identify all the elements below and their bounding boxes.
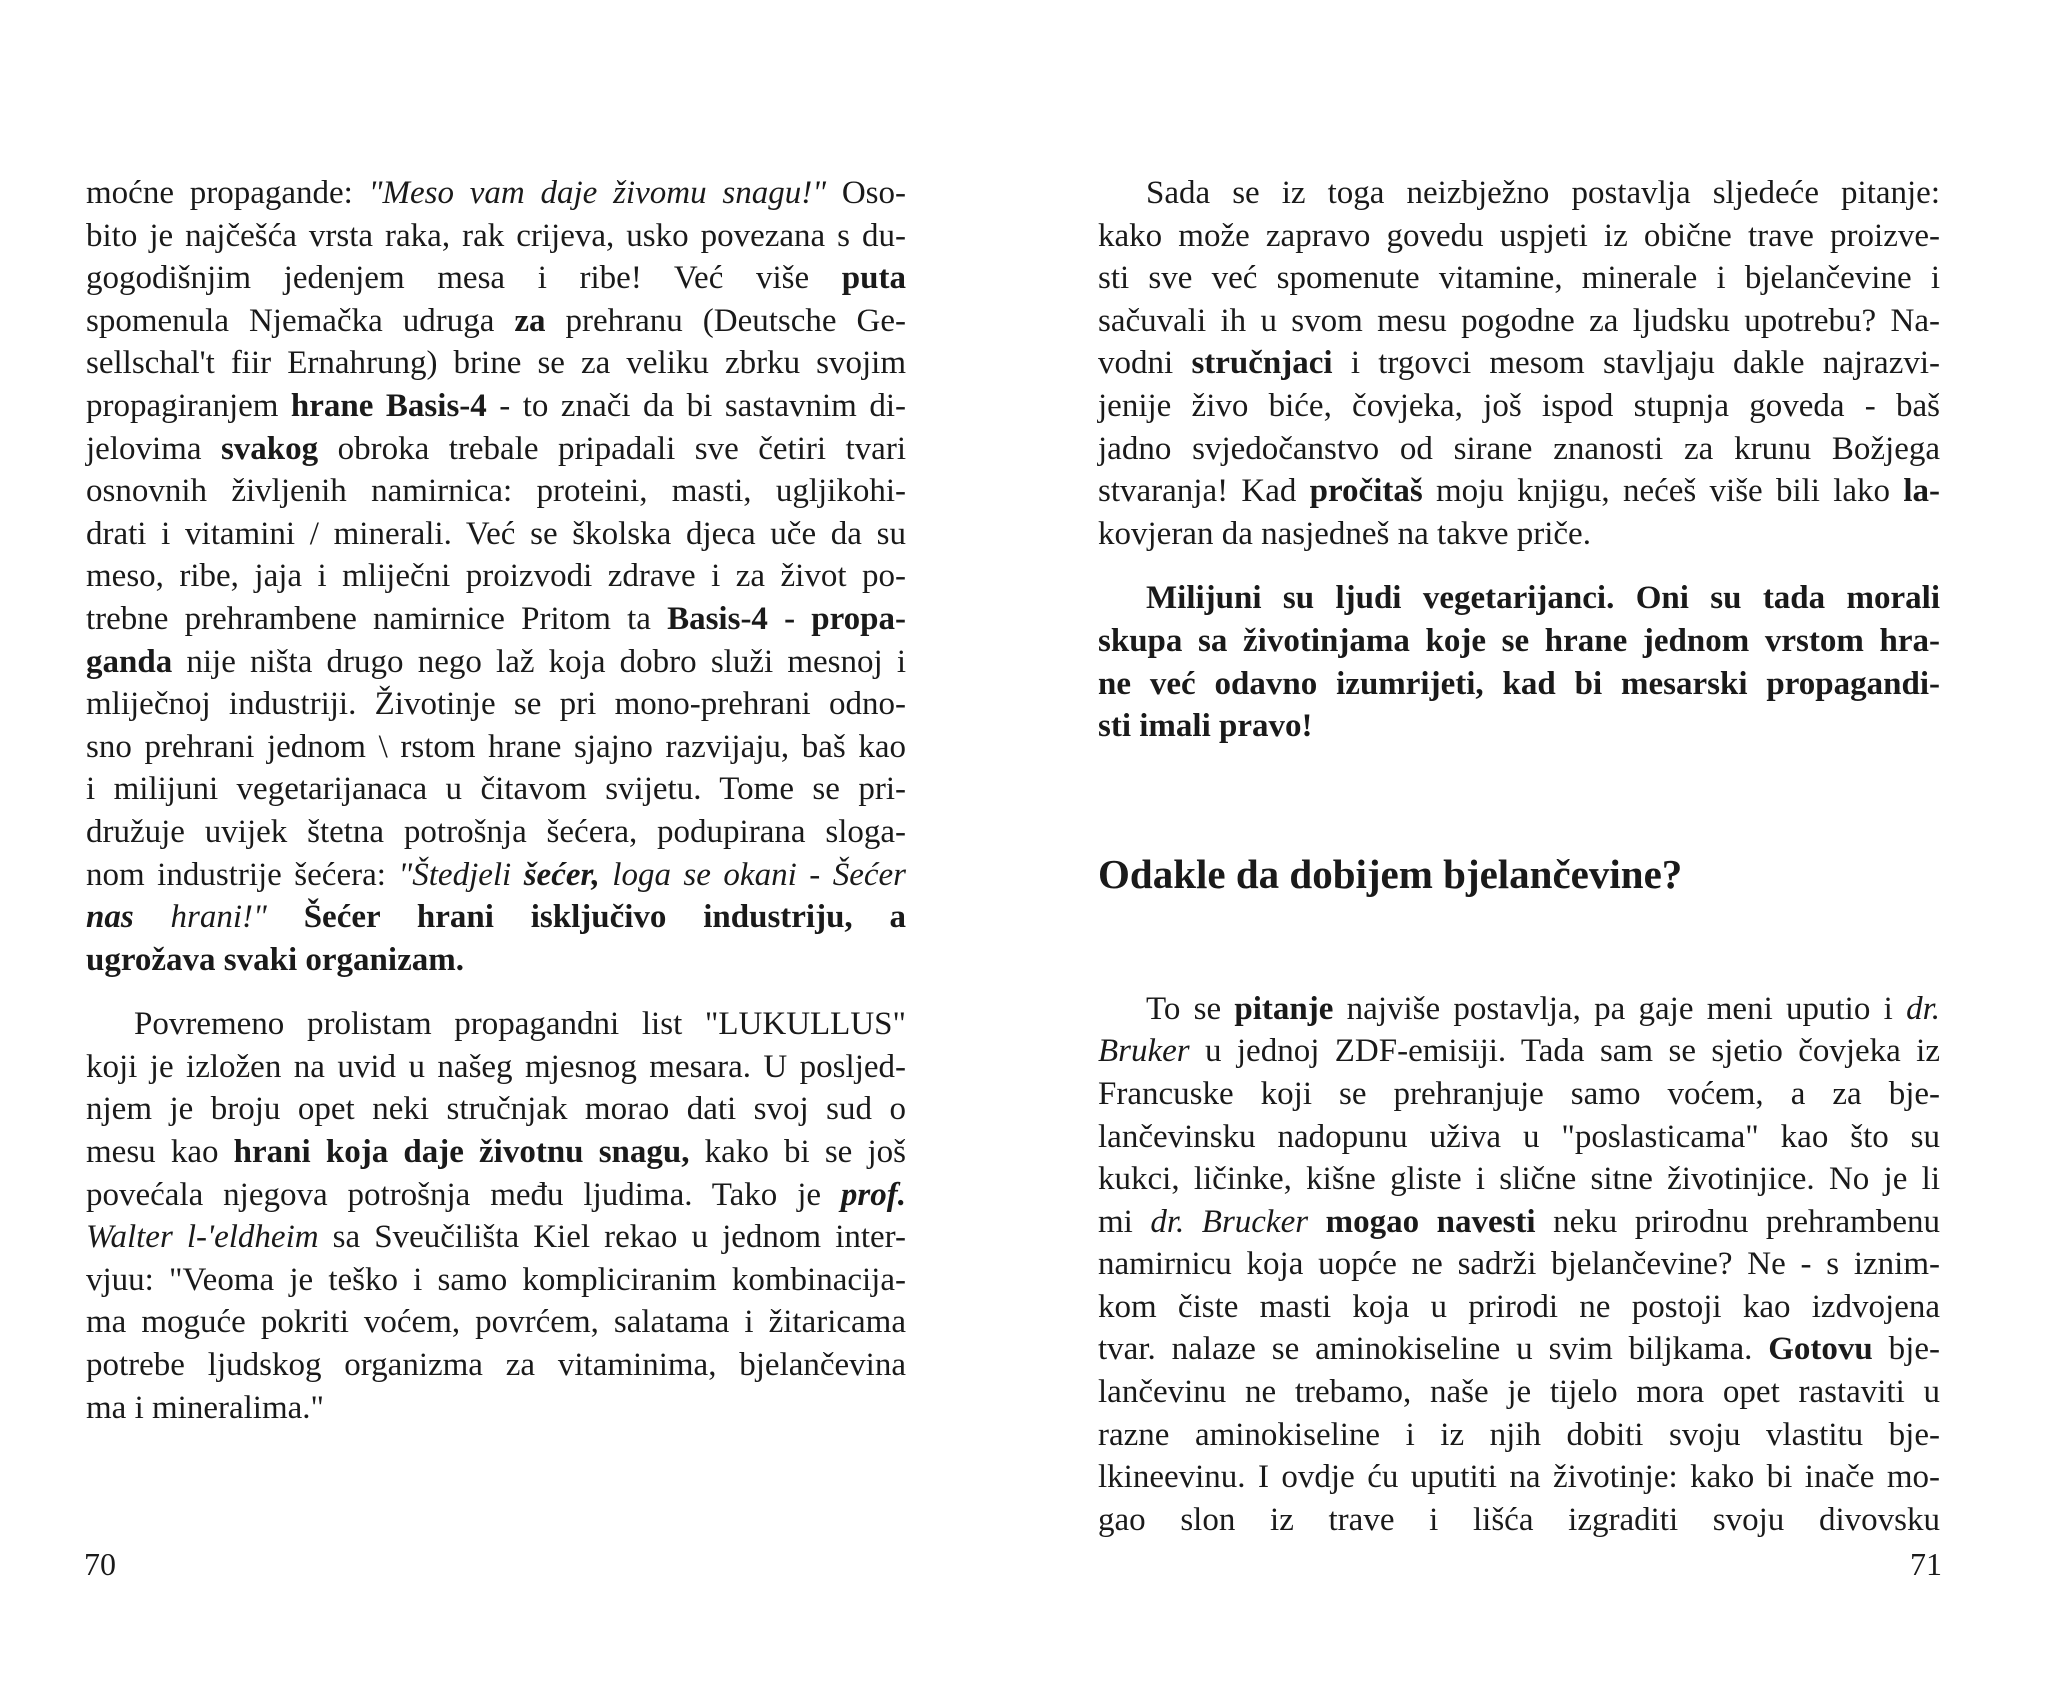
text-line: moćne propagande: "Meso vam daje živomu snagu!" Oso- <box>86 175 907 211</box>
text-line: mesu kao hrani koja daje životnu snagu, kako bi se još <box>86 1134 906 1171</box>
text-line: njem je broju opet neki stručnjak morao dati svoj sud o <box>86 1091 906 1128</box>
text-line: nas hrani!" Šećer hrani isključivo industriju, a <box>86 899 907 936</box>
text-line: kako može zapravo govedu uspjeti iz obične trave proizve- <box>1098 217 1940 254</box>
right-text-column <box>1098 172 1940 1541</box>
text-line: Walter l-'eldheim sa Sveučilišta Kiel rekao u jednom inter- <box>86 1219 906 1256</box>
page-number: 70 <box>84 1546 116 1582</box>
text-line: ma moguće pokriti voćem, povrćem, salatama i žitaricama <box>86 1304 906 1341</box>
text-line: jenije živo biće, čovjeka, još ispod stupnja goveda - baš <box>1098 387 1940 424</box>
text-line: ne već odavno izumrijeti, kad bi mesarski propagandi- <box>1098 665 1940 702</box>
text-line: sellschal't fiir Ernahrung) brine se za veliku zbrku svojim <box>86 345 906 382</box>
text-line: razne aminokiseline i iz njih dobiti svoju vlastitu bje- <box>1098 1416 1940 1453</box>
text-line: meso, ribe, jaja i mliječni proizvodi zdrave i za život po- <box>86 558 906 595</box>
right-paragraph-3 <box>1098 988 1940 1542</box>
text-line: stvaranja! Kad pročitaš moju knjigu, nećeš više bili lako la- <box>1098 473 1941 510</box>
text-line: ma i mineralima." <box>86 1389 324 1426</box>
text-line: Povremeno prolistam propagandni list "LUKULLUS" <box>134 1006 906 1043</box>
text-line: propagiranjem hrane Basis-4 - to znači da bi sastavnim di- <box>86 387 906 424</box>
text-line: Sada se iz toga neizbježno postavlja sljedeće pitanje: <box>1146 175 1940 211</box>
text-line: spomenula Njemačka udruga za prehranu (Deutsche Ge- <box>86 302 906 339</box>
text-line: vodni stručnjaci i trgovci mesom stavljaju dakle najrazvi- <box>1098 345 1941 382</box>
text-line: kovjeran da nasjedneš na takve priče. <box>1098 515 1591 552</box>
text-line: osnovnih življenih namirnica: proteini, masti, ugljikohi- <box>86 473 906 510</box>
text-line: trebne prehrambene namirnice Pritom ta Basis-4 - propa- <box>86 600 906 637</box>
text-line: skupa sa životinjama koje se hrane jednom vrstom hra- <box>1098 622 1940 659</box>
text-line: jelovima svakog obroka trebale pripadali sve četiri tvari <box>86 430 906 467</box>
text-line: sačuvali ih u svom mesu pogodne za ljudsku upotrebu? Na- <box>1098 302 1940 339</box>
text-line: ugrožava svaki organizam. <box>86 941 464 978</box>
text-line: ganda nije ništa drugo nego laž koja dobro služi mesnoj i <box>86 643 906 680</box>
text-line: sno prehrani jednom \ rstom hrane sjajno razvijaju, baš kao <box>86 728 906 765</box>
text-line: potrebe ljudskog organizma za vitaminima, bjelančevina <box>86 1347 906 1384</box>
text-line: sti imali pravo! <box>1098 708 1313 745</box>
text-line: Bruker u jednoj ZDF-emisiji. Tada sam se sjetio čovjeka iz <box>1098 1033 1940 1070</box>
text-line: jadno svjedočanstvo od sirane znanosti za krunu Božjega <box>1098 430 1940 467</box>
text-line: mliječnoj industriji. Životinje se pri mono-prehrani odno- <box>86 686 906 723</box>
page-number: 71 <box>1910 1546 1942 1582</box>
left-paragraph-1 <box>86 172 906 981</box>
text-line: sti sve već spomenute vitamine, minerale i bjelančevine i <box>1098 260 1940 297</box>
right-page <box>1024 0 2048 1692</box>
text-line: koji je izložen na uvid u našeg mjesnog mesara. U posljed- <box>86 1048 906 1085</box>
right-paragraph-1 <box>1098 172 1940 555</box>
right-paragraph-2 <box>1098 577 1940 747</box>
text-line: lančevinsku nadopunu uživa u "poslasticama" kao što su <box>1098 1118 1940 1155</box>
text-line: nom industrije šećera: "Štedjeli šećer, loga se okani - Šećer <box>86 856 906 893</box>
left-paragraph-2 <box>86 1003 906 1429</box>
text-line: družuje uvijek štetna potrošnja šećera, podupirana sloga- <box>86 813 906 850</box>
text-line: drati i vitamini / minerali. Već se školska djeca uče da su <box>86 515 906 552</box>
text-line: povećala njegova potrošnja među ljudima. Tako je prof. <box>86 1176 906 1213</box>
text-line: To se pitanje najviše postavlja, pa gaje meni uputio i dr. <box>1146 990 1941 1027</box>
text-line: gao slon iz trave i lišća izgraditi svoju divovsku <box>1098 1501 1940 1538</box>
text-line: i milijuni vegetarijanaca u čitavom svijetu. Tome se pri- <box>86 771 906 808</box>
text-line: vjuu: "Veoma je teško i samo kompliciranim kombinacija- <box>86 1261 906 1298</box>
text-line: kukci, ličinke, kišne gliste i slične sitne životinjice. No je li <box>1098 1161 1940 1198</box>
text-line: lančevinu ne trebamo, naše je tijelo mora opet rastaviti u <box>1098 1374 1940 1411</box>
text-line: gogodišnjim jedenjem mesa i ribe! Već više puta <box>86 260 906 297</box>
text-line: kom čiste masti koja u prirodi ne postoji kao izdvojena <box>1098 1288 1940 1325</box>
text-line: lkineevinu. I ovdje ću uputiti na životinje: kako bi inače mo- <box>1098 1459 1940 1496</box>
text-line: mi dr. Brucker mogao navesti neku prirodnu prehrambenu <box>1098 1203 1940 1240</box>
text-line: Francuske koji se prehranjuje samo voćem, a za bje- <box>1098 1075 1940 1112</box>
section-heading: Odakle da dobijem bjelančevine? <box>1098 850 1683 897</box>
text-line: bito je najčešća vrsta raka, rak crijeva, usko povezana s du- <box>86 217 906 254</box>
text-line: tvar. nalaze se aminokiseline u svim biljkama. Gotovu bje- <box>1098 1331 1940 1368</box>
left-text-column <box>86 172 906 1429</box>
text-line: namirnicu koja uopće ne sadrži bjelančevine? Ne - s iznim- <box>1098 1246 1940 1283</box>
text-line: Milijuni su ljudi vegetarijanci. Oni su tada morali <box>1146 580 1940 617</box>
